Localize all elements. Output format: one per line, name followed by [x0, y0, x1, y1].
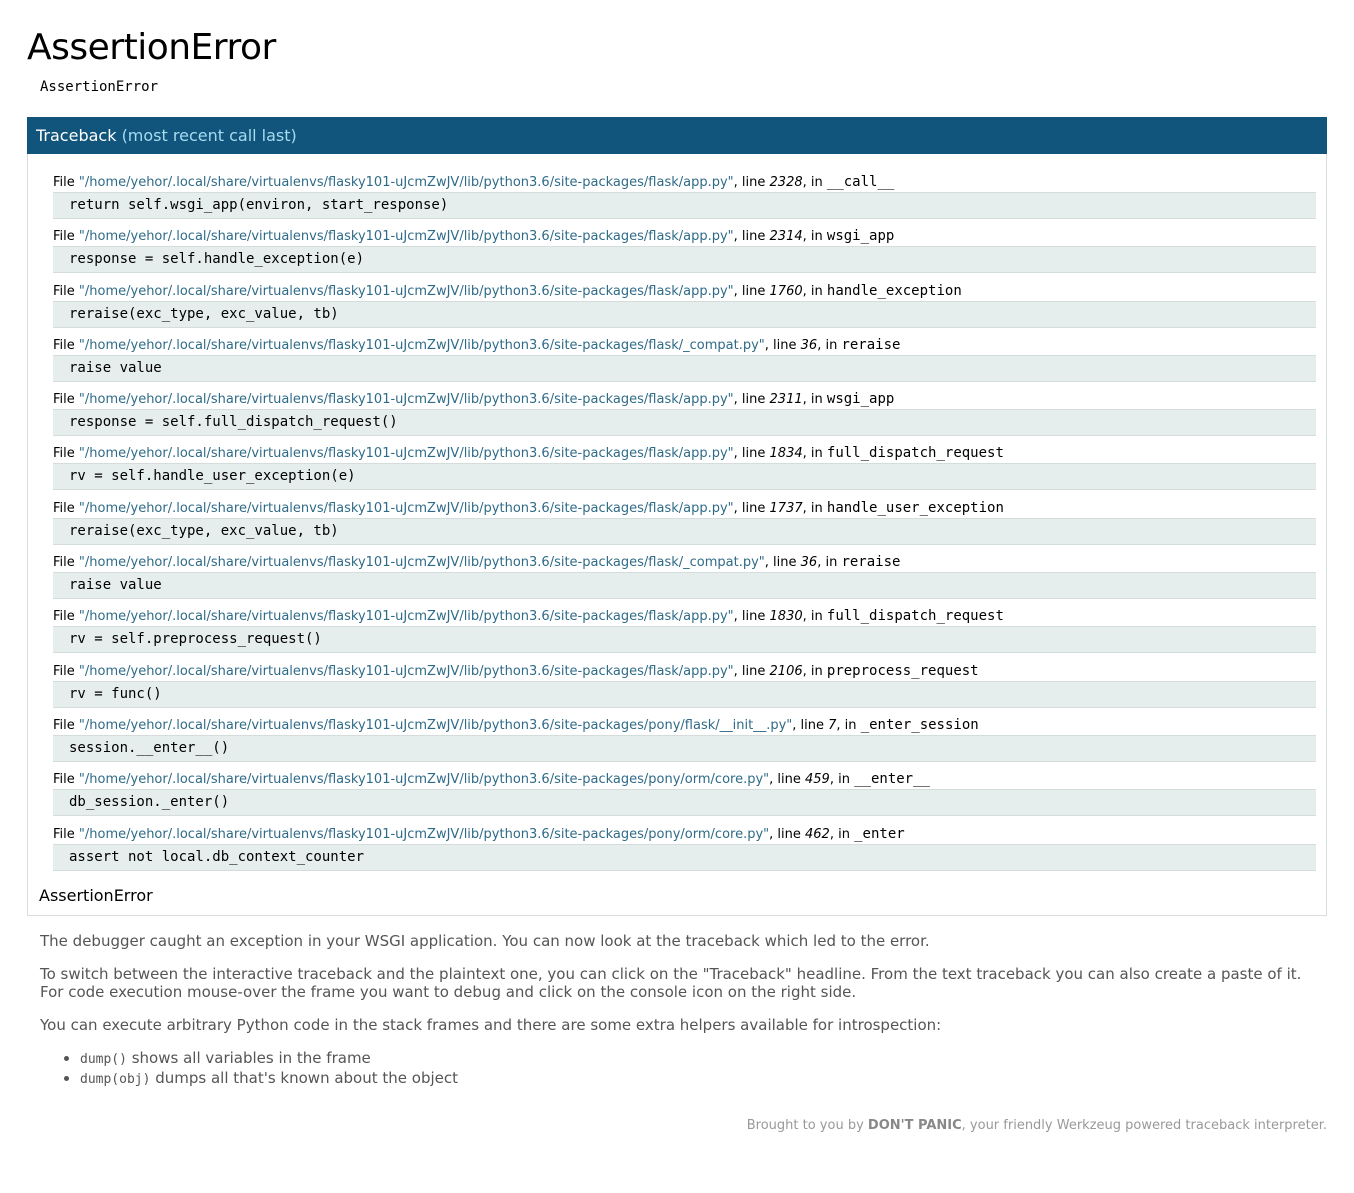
frame-lineno: 2328 [769, 175, 803, 190]
frame-function: preprocess_request [826, 662, 979, 679]
frame-filename: "/home/yehor/.local/share/virtualenvs/flasky101-uJcmZwJV/lib/python3.6/site-packages/flask/app.py" [78, 500, 734, 516]
frame-lineno: 36 [800, 337, 818, 353]
frame-function: reraise [841, 336, 901, 353]
frame-line-prefix: , line [733, 663, 766, 679]
footer [747, 1118, 1327, 1133]
frame-source-line[interactable]: rv = func() [53, 681, 1316, 708]
explanation-paragraph-1: The debugger caught an exception in your WSGI application. You can now look at the traceback which led to the error. [40, 932, 930, 950]
frame-source-line[interactable]: assert not local.db_context_counter [53, 844, 1316, 871]
explanation-paragraph-2-line-2: For code execution mouse-over the frame you want to debug and click on the console icon on the right side. [40, 983, 857, 1001]
footer-suffix: , your friendly Werkzeug powered traceback interpreter. [961, 1118, 1327, 1133]
page-title: AssertionError [27, 27, 276, 68]
frame-lineno: 459 [805, 772, 830, 788]
helper-code: dump() [80, 1052, 127, 1067]
frame-line-prefix: , line [733, 392, 766, 408]
frame-source-line[interactable]: response = self.handle_exception(e) [53, 246, 1316, 273]
frame-location [53, 662, 979, 680]
frame-in-prefix: , in [802, 229, 823, 245]
traceback-frame[interactable] [53, 173, 1316, 227]
frame-line-prefix: , line [792, 717, 824, 733]
frame-function: full_dispatch_request [826, 445, 1004, 462]
frame-function: handle_exception [826, 282, 962, 299]
frame-function: __enter__ [854, 771, 930, 788]
frame-line-prefix: , line [733, 229, 766, 245]
frame-file-prefix: File [53, 337, 75, 353]
frame-file-prefix: File [53, 555, 75, 571]
frame-location [53, 825, 905, 843]
frame-line-prefix: , line [733, 446, 766, 462]
frame-lineno: 7 [828, 717, 837, 733]
frame-file-prefix: File [53, 229, 75, 245]
traceback-frame[interactable] [53, 390, 1316, 444]
traceback-frame[interactable] [53, 770, 1316, 824]
frame-function: reraise [841, 554, 901, 571]
frame-source-line[interactable]: return self.wsgi_app(environ, start_response) [53, 192, 1316, 219]
traceback-frame[interactable] [53, 607, 1316, 661]
traceback-frame[interactable] [53, 662, 1316, 716]
frame-in-prefix: , in [817, 555, 838, 571]
frame-line-prefix: , line [764, 337, 797, 353]
frame-file-prefix: File [53, 283, 75, 299]
explanation [40, 932, 1330, 1089]
frame-lineno: 36 [800, 555, 818, 571]
footer-brand: DON'T PANIC [867, 1118, 962, 1133]
frame-file-prefix: File [53, 392, 75, 408]
frame-in-prefix: , in [829, 826, 850, 842]
frame-file-prefix: File [53, 175, 75, 190]
frame-in-prefix: , in [817, 337, 838, 353]
frame-function: _enter_session [860, 716, 979, 733]
frame-location [53, 499, 1004, 517]
frame-in-prefix: , in [802, 446, 823, 462]
frame-location [53, 444, 1004, 462]
frame-line-prefix: , line [733, 500, 766, 516]
frame-in-prefix: , in [829, 772, 850, 788]
frame-file-prefix: File [53, 772, 75, 788]
frame-function: wsgi_app [826, 391, 895, 408]
traceback-frame[interactable] [53, 825, 1316, 879]
frame-line-prefix: , line [769, 826, 801, 842]
traceback-frame[interactable] [53, 553, 1316, 607]
frame-function: handle_user_exception [826, 499, 1004, 516]
frame-source-line[interactable]: db_session._enter() [53, 789, 1316, 816]
frame-lineno: 1834 [769, 446, 803, 462]
frame-line-prefix: , line [733, 175, 766, 190]
frame-line-prefix: , line [769, 772, 801, 788]
frame-filename: "/home/yehor/.local/share/virtualenvs/flasky101-uJcmZwJV/lib/python3.6/site-packages/pony/flask/__init__.py" [78, 717, 793, 733]
exception-message: AssertionError [40, 79, 159, 95]
traceback-panel [27, 117, 1327, 916]
frame-filename: "/home/yehor/.local/share/virtualenvs/flasky101-uJcmZwJV/lib/python3.6/site-packages/flask/app.py" [78, 392, 734, 408]
frame-filename: "/home/yehor/.local/share/virtualenvs/flasky101-uJcmZwJV/lib/python3.6/site-packages/flask/app.py" [78, 229, 734, 245]
frame-lineno: 1760 [769, 283, 803, 299]
frame-in-prefix: , in [802, 392, 823, 408]
frame-filename: "/home/yehor/.local/share/virtualenvs/flasky101-uJcmZwJV/lib/python3.6/site-packages/flask/app.py" [78, 446, 734, 462]
explanation-paragraph-3: You can execute arbitrary Python code in the stack frames and there are some extra helpers available for introspection: [40, 1016, 942, 1034]
helper-list [40, 1049, 1330, 1089]
explanation-paragraph-2 [40, 965, 1330, 1001]
helper-code: dump(obj) [80, 1072, 151, 1087]
explanation-paragraph-2-line-1: To switch between the interactive traceback and the plaintext one, you can click on the "Traceback" headline. From the text traceback you can also create a paste of it. [40, 965, 1302, 983]
traceback-frame[interactable] [53, 716, 1316, 770]
frame-line-prefix: , line [733, 283, 766, 299]
frame-location [53, 770, 930, 788]
frame-location [53, 716, 979, 734]
frame-filename: "/home/yehor/.local/share/virtualenvs/flasky101-uJcmZwJV/lib/python3.6/site-packages/flask/app.py" [78, 663, 734, 679]
frame-filename: "/home/yehor/.local/share/virtualenvs/flasky101-uJcmZwJV/lib/python3.6/site-packages/flask/app.py" [78, 175, 734, 190]
frame-function: __call__ [826, 174, 895, 190]
frame-lineno: 1830 [769, 609, 803, 625]
frame-filename: "/home/yehor/.local/share/virtualenvs/flasky101-uJcmZwJV/lib/python3.6/site-packages/pony/orm/core.py" [78, 826, 770, 842]
frame-source-line[interactable]: session.__enter__() [53, 735, 1316, 762]
frame-line-prefix: , line [733, 609, 766, 625]
helper-text: shows all variables in the frame [126, 1049, 371, 1067]
frame-list [53, 173, 1316, 879]
frame-location [53, 282, 962, 300]
frame-file-prefix: File [53, 609, 75, 625]
traceback-frame[interactable] [53, 499, 1316, 553]
frame-function: _enter [854, 825, 905, 842]
footer-prefix: Brought to you by [746, 1118, 868, 1133]
frame-file-prefix: File [53, 663, 75, 679]
frame-lineno: 2106 [769, 663, 803, 679]
frame-lineno: 2314 [769, 229, 803, 245]
frame-source-line[interactable]: reraise(exc_type, exc_value, tb) [53, 301, 1316, 328]
frame-filename: "/home/yehor/.local/share/virtualenvs/flasky101-uJcmZwJV/lib/python3.6/site-packages/pony/orm/core.py" [78, 772, 770, 788]
traceback-frame[interactable] [53, 227, 1316, 281]
frame-location [53, 173, 894, 191]
helper-text: dumps all that's known about the object [150, 1069, 458, 1087]
helper-item [80, 1069, 1330, 1089]
frame-source-line[interactable]: raise value [53, 355, 1316, 382]
frame-location [53, 336, 900, 354]
frame-in-prefix: , in [802, 500, 823, 516]
frame-file-prefix: File [53, 446, 75, 462]
frame-location [53, 390, 894, 408]
frame-source-line[interactable]: response = self.full_dispatch_request() [53, 409, 1316, 436]
frame-file-prefix: File [53, 717, 75, 733]
frame-source-line[interactable]: raise value [53, 572, 1316, 599]
frame-in-prefix: , in [802, 663, 823, 679]
frame-in-prefix: , in [802, 283, 823, 299]
frame-lineno: 1737 [769, 500, 803, 516]
frame-location [53, 227, 894, 245]
frame-function: full_dispatch_request [826, 608, 1004, 625]
traceback-frame[interactable] [53, 444, 1316, 498]
frame-source-line[interactable]: rv = self.preprocess_request() [53, 626, 1316, 653]
traceback-header[interactable] [27, 117, 1327, 154]
frame-location [53, 553, 900, 571]
frame-source-line[interactable]: rv = self.handle_user_exception(e) [53, 463, 1316, 490]
frame-lineno: 462 [805, 826, 830, 842]
frame-in-prefix: , in [802, 609, 823, 625]
frame-filename: "/home/yehor/.local/share/virtualenvs/flasky101-uJcmZwJV/lib/python3.6/site-packages/flask/_compat.py" [78, 555, 765, 571]
traceback-header-sub: (most recent call last) [121, 126, 297, 145]
traceback-header-label[interactable]: Traceback [36, 126, 117, 145]
frame-location [53, 607, 1004, 625]
final-exception: AssertionError [39, 886, 153, 905]
traceback-frame[interactable] [53, 282, 1316, 336]
frame-line-prefix: , line [764, 555, 797, 571]
frame-file-prefix: File [53, 500, 75, 516]
frame-filename: "/home/yehor/.local/share/virtualenvs/flasky101-uJcmZwJV/lib/python3.6/site-packages/flask/_compat.py" [78, 337, 765, 353]
frame-source-line[interactable]: reraise(exc_type, exc_value, tb) [53, 518, 1316, 545]
frame-function: wsgi_app [826, 228, 895, 245]
frame-lineno: 2311 [769, 392, 803, 408]
frame-in-prefix: , in [836, 717, 857, 733]
helper-item [80, 1049, 1330, 1069]
frame-filename: "/home/yehor/.local/share/virtualenvs/flasky101-uJcmZwJV/lib/python3.6/site-packages/flask/app.py" [78, 609, 734, 625]
traceback-frame[interactable] [53, 336, 1316, 390]
frame-filename: "/home/yehor/.local/share/virtualenvs/flasky101-uJcmZwJV/lib/python3.6/site-packages/flask/app.py" [78, 283, 734, 299]
frame-file-prefix: File [53, 826, 75, 842]
frame-in-prefix: , in [802, 175, 823, 190]
